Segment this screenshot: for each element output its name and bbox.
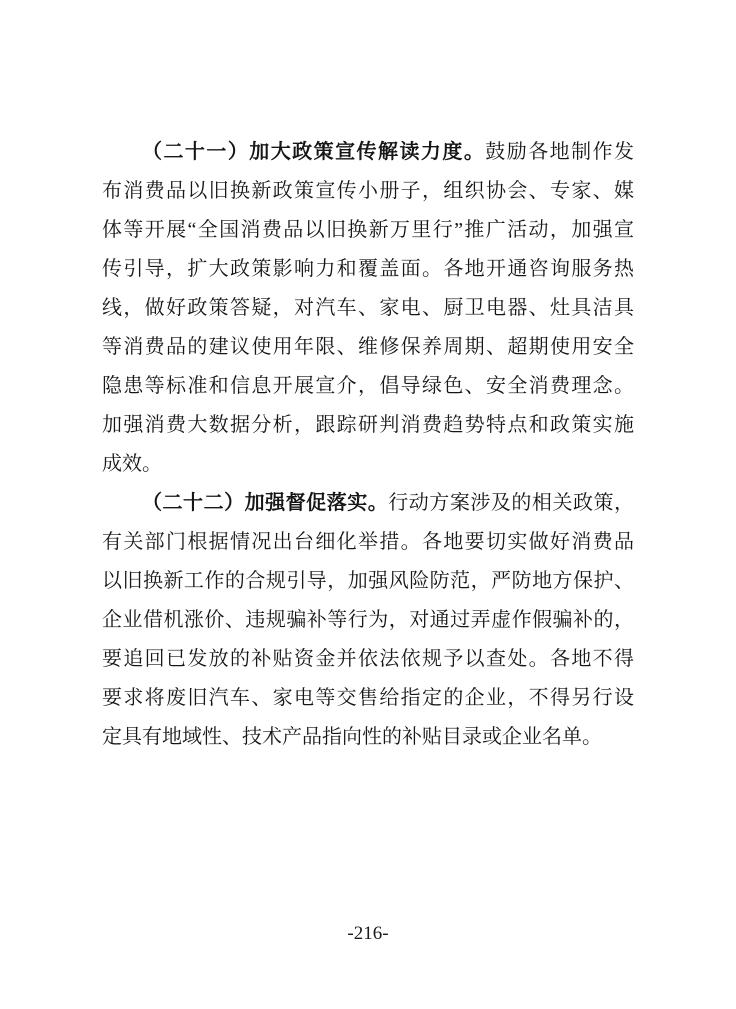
text-line (102, 484, 634, 523)
text-line: 传引导，扩大政策影响力和覆盖面。各地开通咨询服务热 (102, 258, 634, 280)
text-line: 体等开展“全国消费品以旧换新万里行”推广活动，加强宣 (102, 219, 634, 241)
text-line: 要追回已发放的补贴资金并依法依规予以查处。各地不得 (102, 648, 634, 670)
section-21-heading: （二十一）加大政策宣传解读力度。 (142, 141, 486, 163)
document-body (102, 133, 634, 757)
text-line: 企业借机涨价、违规骗补等行为，对通过弄虚作假骗补的， (102, 609, 634, 631)
text-line: 定具有地域性、技术产品指向性的补贴目录或企业名单。 (102, 726, 602, 748)
section-22-heading: （二十二）加强督促落实。 (142, 492, 389, 514)
text-line: 线，做好政策答疑，对汽车、家电、厨卫电器、灶具洁具 (102, 297, 634, 319)
text-line: 成效。 (102, 453, 162, 475)
text-run: 行动方案涉及的相关政策， (388, 492, 634, 514)
paragraph-section-21 (102, 133, 634, 484)
text-line: 有关部门根据情况出台细化举措。各地要切实做好消费品 (102, 531, 634, 553)
text-line: 布消费品以旧换新政策宣传小册子，组织协会、专家、媒 (102, 180, 634, 202)
paragraph-section-22 (102, 484, 634, 757)
text-line: 以旧换新工作的合规引导，加强风险防范，严防地方保护、 (102, 570, 634, 592)
text-line: 加强消费大数据分析，跟踪研判消费趋势特点和政策实施 (102, 414, 634, 436)
text-run: 鼓励各地制作发 (485, 141, 634, 163)
page-number: -216- (347, 923, 389, 944)
text-line: 等消费品的建议使用年限、维修保养周期、超期使用安全 (102, 336, 634, 358)
text-line: 要求将废旧汽车、家电等交售给指定的企业，不得另行设 (102, 687, 634, 709)
text-line (102, 133, 634, 172)
text-line: 隐患等标准和信息开展宣介，倡导绿色、安全消费理念。 (102, 375, 634, 397)
